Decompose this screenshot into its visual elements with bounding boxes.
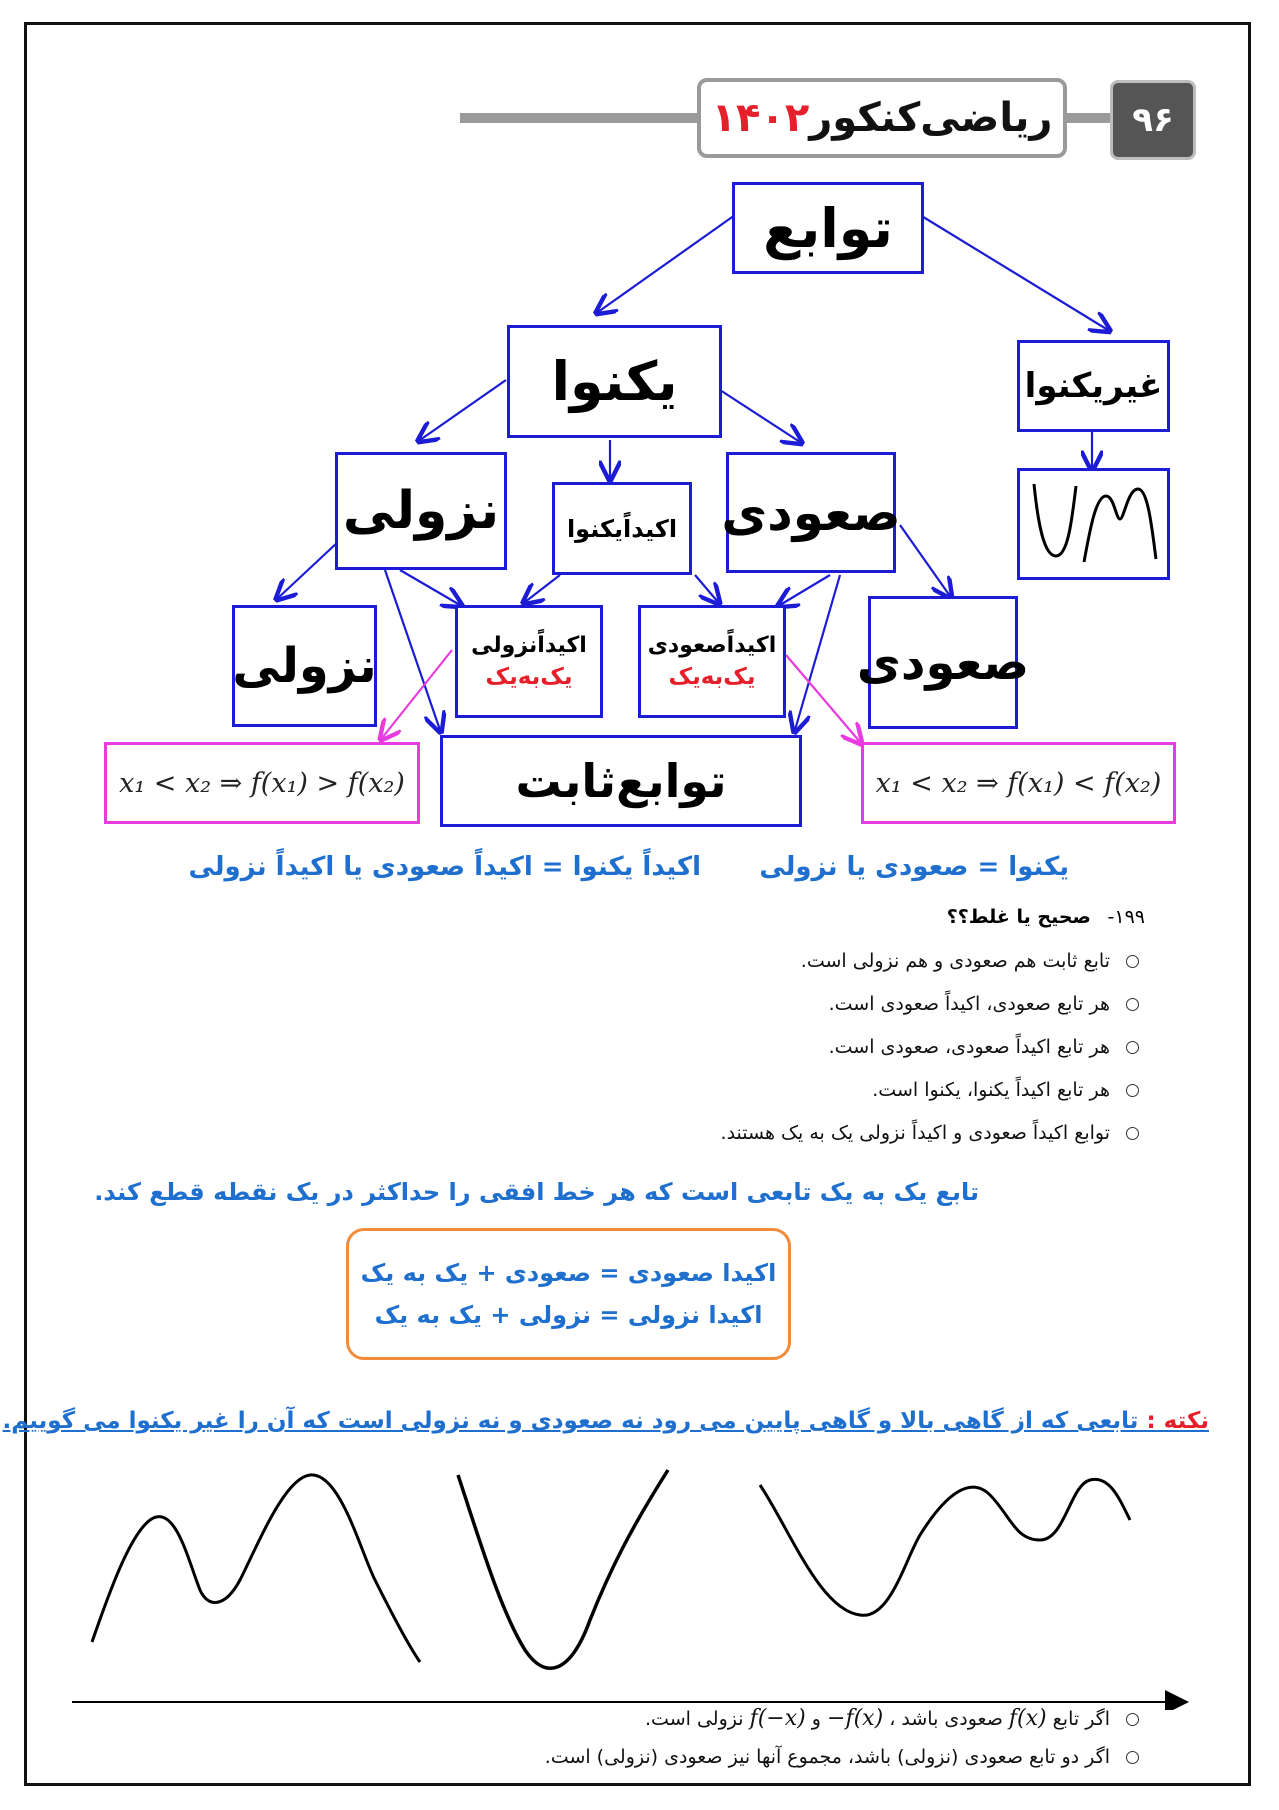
- question-item-text: هر تابع صعودی، اکیداً صعودی است.: [828, 993, 1110, 1015]
- node-increasing-leaf-label: صعودی: [856, 634, 1030, 691]
- arrow-incr-leaf: [900, 525, 950, 596]
- list-item: [239, 983, 1139, 1026]
- node-increasing-label: صعودی: [721, 483, 901, 542]
- node-non-monotone-label: غیریکنوا: [1024, 366, 1163, 406]
- node-strictly-decreasing-sub: یک‌به‌یک: [485, 664, 573, 690]
- arrow-strict-strictdecr: [525, 575, 560, 602]
- radio-icon[interactable]: [1126, 1751, 1139, 1764]
- radio-icon[interactable]: [1126, 1127, 1139, 1140]
- node-strictly-decreasing-label: اکیداًنزولی: [471, 633, 587, 658]
- radio-icon[interactable]: [1126, 998, 1139, 1011]
- arrow-mono-incr: [720, 390, 800, 442]
- node-increasing: [721, 452, 901, 573]
- node-strictly-monotone: [552, 482, 692, 575]
- curve-wave: [760, 1479, 1130, 1615]
- curve-two-peaks: [92, 1475, 420, 1662]
- one-to-one-definition: تابع یک به یک تابعی است که هر خط افقی را حداکثر در یک نقطه قطع کند.: [94, 1178, 979, 1206]
- node-functions: [732, 182, 924, 274]
- list-item: [139, 1700, 1139, 1738]
- node-increasing-leaf: [856, 596, 1030, 729]
- node-monotone: [507, 325, 722, 438]
- node-strictly-monotone-label: اکیداًیکنوا: [566, 514, 678, 543]
- node-decreasing: [335, 452, 507, 570]
- non-monotone-curve-icon: [1024, 474, 1164, 574]
- node-decreasing-leaf-label: نزولی: [232, 638, 377, 694]
- property-list: [139, 1700, 1139, 1776]
- prop-f-neg-x: f(−x): [749, 1706, 806, 1731]
- node-constant-functions: [440, 735, 802, 827]
- note: [3, 1408, 1210, 1434]
- definition-strictly-decreasing: اکیدا نزولی = نزولی + یک به یک: [374, 1301, 763, 1329]
- prop-post: نزولی است.: [645, 1708, 744, 1730]
- arrow-incr-strictincr: [780, 575, 830, 605]
- formula-strictly-increasing: [861, 742, 1176, 824]
- node-constant-functions-label: توابع‌ثابت: [515, 754, 727, 808]
- arrow-mono-decr: [420, 380, 506, 440]
- formula-strictly-decreasing-text: x₁ < x₂ ⇒ f(x₁) > f(x₂): [119, 767, 405, 799]
- summary-monotone: یکنوا = صعودی یا نزولی: [759, 852, 1069, 882]
- node-strictly-increasing-sub: یک‌به‌یک: [668, 664, 756, 690]
- note-label: نکته :: [1146, 1408, 1209, 1434]
- definitions-box: [346, 1228, 791, 1360]
- formula-strictly-decreasing: [104, 742, 420, 824]
- question-item-text: توابع اکیداً صعودی و اکیداً نزولی یک به یک هستند.: [720, 1122, 1110, 1144]
- node-decreasing-leaf: [232, 605, 377, 727]
- non-monotone-sketches: [0, 1440, 1279, 1710]
- note-text: تابعی که از گاهی بالا و گاهی پایین می رود نه صعودی و نه نزولی است که آن را غیر یکنوا می گوییم.: [2, 1408, 1139, 1434]
- radio-icon[interactable]: [1126, 1084, 1139, 1097]
- radio-icon[interactable]: [1126, 955, 1139, 968]
- question-number: ۱۹۹-: [1107, 906, 1145, 928]
- question-header: [947, 906, 1145, 928]
- list-item: [239, 1112, 1139, 1155]
- arrow-strictincr-formula: [786, 655, 860, 742]
- prop-f-x: f(x): [1008, 1706, 1047, 1731]
- node-non-monotone: [1017, 340, 1170, 432]
- prop-sum-text: اگر دو تابع صعودی (نزولی) باشد، مجموع آنها نیز صعودی (نزولی) است.: [544, 1746, 1110, 1768]
- prop-mid: صعودی باشد ،: [889, 1708, 1003, 1730]
- radio-icon[interactable]: [1126, 1041, 1139, 1054]
- node-strictly-increasing: [638, 605, 786, 718]
- formula-strictly-increasing-text: x₁ < x₂ ⇒ f(x₁) < f(x₂): [875, 767, 1162, 799]
- node-functions-label: توابع: [763, 196, 893, 260]
- arrow-decr-const: [385, 570, 440, 730]
- node-non-monotone-sketch: [1017, 468, 1170, 580]
- list-item: [139, 1738, 1139, 1776]
- title-year: ۱۴۰۲: [711, 95, 810, 141]
- summary-strictly-monotone: اکیداً یکنوا = اکیداً صعودی یا اکیداً نزولی: [188, 852, 701, 882]
- prop-neg-f-x: −f(x): [827, 1706, 884, 1731]
- arrow-root-monotone: [598, 215, 735, 312]
- question-item-text: هر تابع اکیداً صعودی، صعودی است.: [828, 1036, 1110, 1058]
- question-item-text: تابع ثابت هم صعودی و هم نزولی است.: [800, 950, 1110, 972]
- node-strictly-decreasing: [455, 605, 603, 718]
- radio-icon[interactable]: [1126, 1713, 1139, 1726]
- list-item: [239, 1026, 1139, 1069]
- prop-and: و: [811, 1708, 821, 1730]
- list-item: [239, 940, 1139, 983]
- question-title: صحیح یا غلط؟؟: [946, 906, 1091, 928]
- node-monotone-label: یکنوا: [551, 350, 678, 413]
- arrow-strict-strictincr: [695, 575, 718, 602]
- prop-pre: اگر تابع: [1052, 1708, 1110, 1730]
- page-number-badge: ۹۶: [1110, 80, 1196, 160]
- arrow-decr-strictdecr: [400, 570, 460, 605]
- node-strictly-increasing-label: اکیداًصعودی: [647, 633, 777, 658]
- arrow-incr-const: [795, 575, 840, 730]
- question-item-text: هر تابع اکیداً یکنوا، یکنوا است.: [872, 1079, 1110, 1101]
- title-main: ریاضی‌کنکور: [809, 95, 1053, 141]
- arrow-root-nonmonotone: [920, 215, 1108, 330]
- list-item: [239, 1069, 1139, 1112]
- node-decreasing-label: نزولی: [342, 481, 500, 541]
- question-items: [239, 940, 1139, 1155]
- curve-valley: [458, 1470, 668, 1668]
- definition-strictly-increasing: اکیدا صعودی = صعودی + یک به یک: [360, 1259, 777, 1287]
